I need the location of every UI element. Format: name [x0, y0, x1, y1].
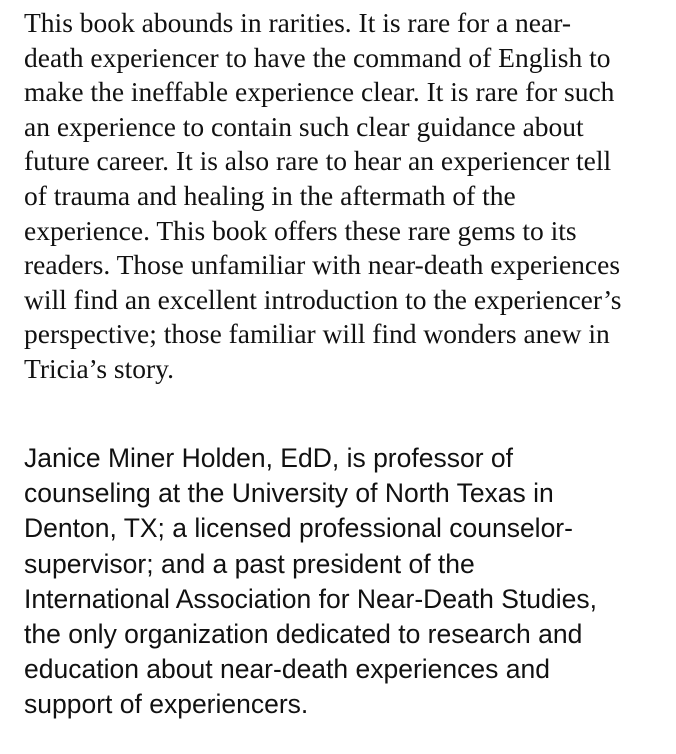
review-line: an experience to contain such clear guidance about — [24, 110, 584, 142]
review-line: of trauma and healing in the aftermath of the — [24, 179, 516, 211]
review-line: experience. This book offers these rare gems to its — [24, 214, 577, 246]
bio-line: support of experiencers. — [24, 689, 309, 720]
bio-line: the only organization dedicated to research and — [24, 619, 583, 650]
review-line: future career. It is also rare to hear an experiencer tell — [24, 145, 612, 177]
bio-line: counseling at the University of North Texas in — [24, 478, 554, 509]
review-line: death experiencer to have the command of English to — [24, 41, 611, 73]
review-line: readers. Those unfamiliar with near-death experiences — [24, 249, 621, 281]
review-line: Tricia’s story. — [24, 352, 174, 384]
author-bio-paragraph — [24, 441, 664, 723]
review-paragraph — [24, 6, 664, 387]
review-line: make the ineffable experience clear. It is rare for such — [24, 76, 615, 108]
bio-line: Denton, TX; a licensed professional counselor- — [24, 513, 573, 544]
bio-line: Janice Miner Holden, EdD, is professor of — [24, 443, 513, 473]
review-line: This book abounds in rarities. It is rare for a near- — [24, 7, 571, 38]
bio-line: education about near-death experiences and — [24, 654, 550, 685]
review-line: perspective; those familiar will find wonders anew in — [24, 318, 610, 350]
bio-line: International Association for Near-Death Studies, — [24, 583, 598, 614]
review-line: will find an excellent introduction to the experiencer’s — [24, 283, 622, 315]
bio-line: supervisor; and a past president of the — [24, 548, 475, 579]
